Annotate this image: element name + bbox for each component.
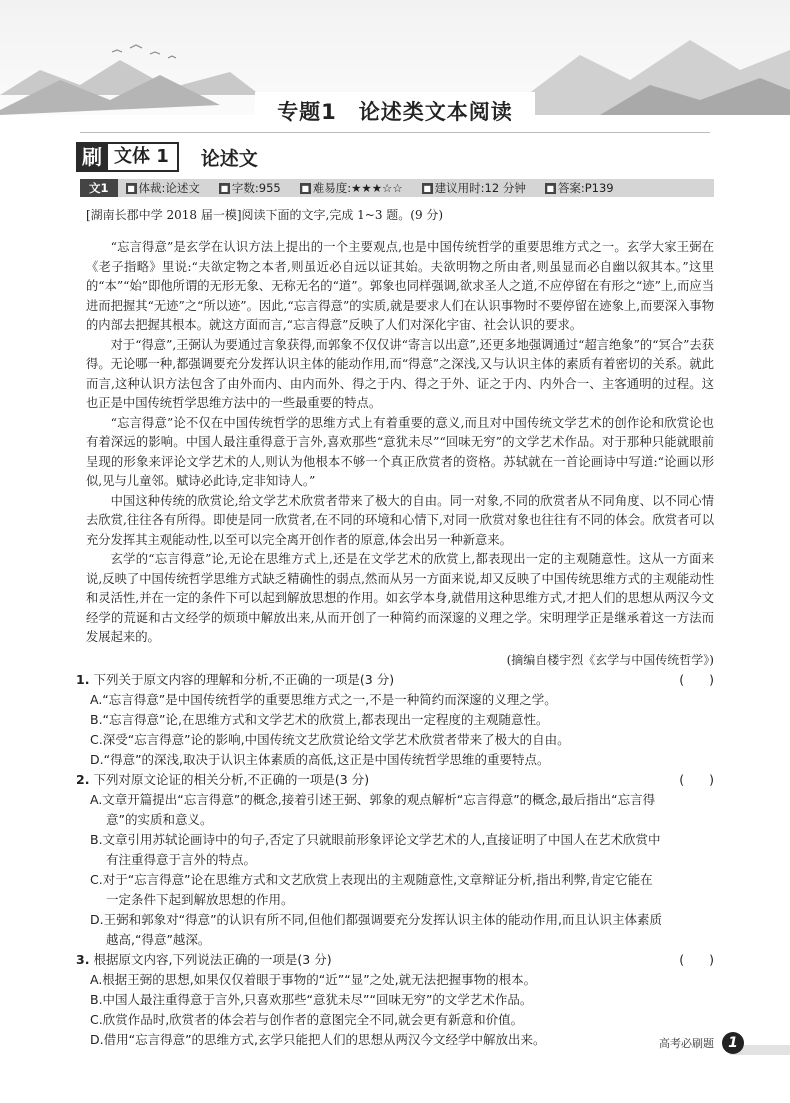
question-stem [76,950,716,970]
series-name: 高考必刷题 [659,1037,714,1050]
option: D.借用“忘言得意”的思维方式,玄学只能把人们的思想从两汉今文经学中解放出来。 [90,1032,546,1047]
questions [76,670,716,1050]
option-continued: 一定条件下起到解放思想的作用。 [106,892,294,907]
option: A.文章开篇提出“忘言得意”的概念,接着引述王弼、郭象的观点解析“忘言得意”的概念,最后指出“忘言得 [90,792,656,807]
question-number: 3. [76,952,90,967]
genre-icon: ■ [127,183,135,193]
genre-text: 体裁:论述文 [138,181,200,195]
answer-icon: ■ [546,183,555,193]
question-number: 1. [76,672,90,687]
passage-tag: 文1 [80,179,118,197]
paragraph: 对于“得意”,王弼认为要通过言象获得,而郭象不仅仅讲“寄言以出意”,还更多地强调通过“超言绝象”的“冥合”去获得。无论哪一种,都强调要充分发挥认识主体的能动作用,而“得意”之深浅,又与认识主体的素质有着密切的关系。就此而言,这种认识方法包含了由外而内、由内而外、得之于内、得之于外、证之于内、内外合一、主客通明的过程。这也正是中国传统哲学思维方法中的一些最重要的特点。 [86,337,714,410]
option: A.根据王弼的思想,如果仅仅着眼于事物的“近”“显”之处,就无法把握事物的根本。 [90,972,537,987]
difficulty-text: 难易度:★★★☆☆ [312,181,403,195]
word-count-icon: ■ [220,183,229,193]
option-continued: 意”的实质和意义。 [106,812,213,827]
section-name: 论述文 [200,147,258,170]
question-stem [76,770,716,790]
question-number: 2. [76,772,90,787]
option: B.“忘言得意”论,在思维方式和文学艺术的欣赏上,都表现出一定程度的主观随意性。 [90,712,549,727]
option: D.王弼和郭象对“得意”的认识有所不同,但他们都强调要充分发挥认识主体的能动作用,而且认识主体素质 [90,912,662,927]
difficulty-info [300,180,403,196]
paragraph: “忘言得意”论不仅在中国传统哲学的思维方式上有着重要的意义,而且对中国传统文学艺术的创作论和欣赏论也有着深远的影响。中国人最注重得意于言外,喜欢那些“意犹未尽”“回味无穷”的文学艺术作品。对于那种只能就眼前呈现的形象来评论文学艺术的人,则认为他根本不够一个真正欣赏者的资格。苏轼就在一首论画诗中写道:“论画以形似,见与儿童邻。赋诗必此诗,定非知诗人。” [86,415,714,488]
option: D.“得意”的深浅,取决于认识主体素质的高低,这正是中国传统哲学思维的重要特点。 [90,752,550,767]
option: B.中国人最注重得意于言外,只喜欢那些“意犹未尽”“回味无穷”的文学艺术作品。 [90,992,533,1007]
section-badge: 刷 [76,142,108,172]
option-continued: 有注重得意于言外的特点。 [106,852,257,867]
answer-blank[interactable]: ( ) [679,772,714,787]
page-footer [659,1032,744,1054]
option: B.文章引用苏轼论画诗中的句子,否定了只就眼前形象评论文学艺术的人,直接证明了中国人在艺术欣赏中 [90,832,661,847]
citation: (摘编自楼宇烈《玄学与中国传统哲学》) [506,653,714,667]
source-line: [湖南长郡中学 2018 届一模]阅读下面的文字,完成 1~3 题。(9 分) [86,208,444,222]
option: C.欣赏作品时,欣赏者的体会若与创作者的意图完全不同,就会更有新意和价值。 [90,1012,524,1027]
question-text: 下列关于原文内容的理解和分析,不正确的一项是(3 分) [93,672,395,687]
time-text: 建议用时:12 分钟 [434,181,526,195]
section-type-label: 文体 1 [108,142,179,172]
section-heading [76,142,258,172]
option-continued: 越高,“得意”越深。 [106,932,211,947]
chapter-title: 专题1 论述类文本阅读 [255,92,535,132]
info-bar [80,179,714,197]
paragraph: 中国这种传统的欣赏论,给文学艺术欣赏者带来了极大的自由。同一对象,不同的欣赏者从不同角度、以不同心情去欣赏,往往各有所得。即使是同一欣赏者,在不同的环境和心情下,对同一欣赏对象也往往有不同的体会。欣赏者可以充分发挥其主观能动性,以至可以完全离开创作者的原意,体会出另一种新意来。 [86,493,714,547]
clock-icon: ■ [423,183,431,193]
difficulty-icon: ■ [301,183,309,193]
answer-text: 答案:P139 [557,181,614,195]
question-text: 下列对原文论证的相关分析,不正确的一项是(3 分) [93,772,370,787]
option: C.深受“忘言得意”论的影响,中国传统文艺欣赏论给文学艺术欣赏者带来了极大的自由。 [90,732,570,747]
answer-blank[interactable]: ( ) [679,952,714,967]
option: A.“忘言得意”是中国传统哲学的重要思维方式之一,不是一种简约而深邃的义理之学。 [90,692,557,707]
word-count-info [219,180,281,196]
page-number: 1 [722,1032,744,1054]
question-text: 根据原文内容,下列说法正确的一项是(3 分) [93,952,332,967]
answer-blank[interactable]: ( ) [679,672,714,687]
paragraph: 玄学的“忘言得意”论,无论在思维方式上,还是在文学艺术的欣赏上,都表现出一定的主观随意性。这从一方面来说,反映了中国传统哲学思维方式缺乏精确性的弱点,然而从另一方面来说,却又反映了中国传统思维方式的主观能动性和灵活性,并在一定的条件下可以起到解放思想的作用。如玄学本身,就借用这种思维方式,才把人们的思想从两汉今文经学的荒诞和古文经学的烦琐中解放出来,从而开创了一种简约而深邃的义理之学。宋明理学正是继承着这一方法而发展起来的。 [86,552,714,644]
divider [80,132,710,133]
question-stem [76,670,716,690]
genre-info [126,180,200,196]
passage [86,238,714,648]
answer-info [545,180,614,196]
word-count-text: 字数:955 [231,181,281,195]
time-info [422,180,526,196]
paragraph: “忘言得意”是玄学在认识方法上提出的一个主要观点,也是中国传统哲学的重要思维方式之一。玄学大家王弼在《老子指略》里说:“夫欲定物之本者,则虽近必自远以证其始。夫欲明物之所由者,则虽显而必自幽以叙其本。”这里的“本”“始”即他所谓的无形无象、无称无名的“道”。郭象也同样强调,欲求圣人之道,不应停留在有形之“迹”上,而应当进而把握其“无迹”之“所以迹”。因此,“忘言得意”的实质,就是要求人们在认识事物时不要停留在迹象上,而要深入事物的内部去把握其根本。就这方面而言,“忘言得意”反映了人们对深化宇宙、社会认识的要求。 [86,240,714,332]
option: C.对于“忘言得意”论在思维方式和文艺欣赏上表现出的主观随意性,文章辩证分析,指出利弊,肯定它能在 [90,872,653,887]
